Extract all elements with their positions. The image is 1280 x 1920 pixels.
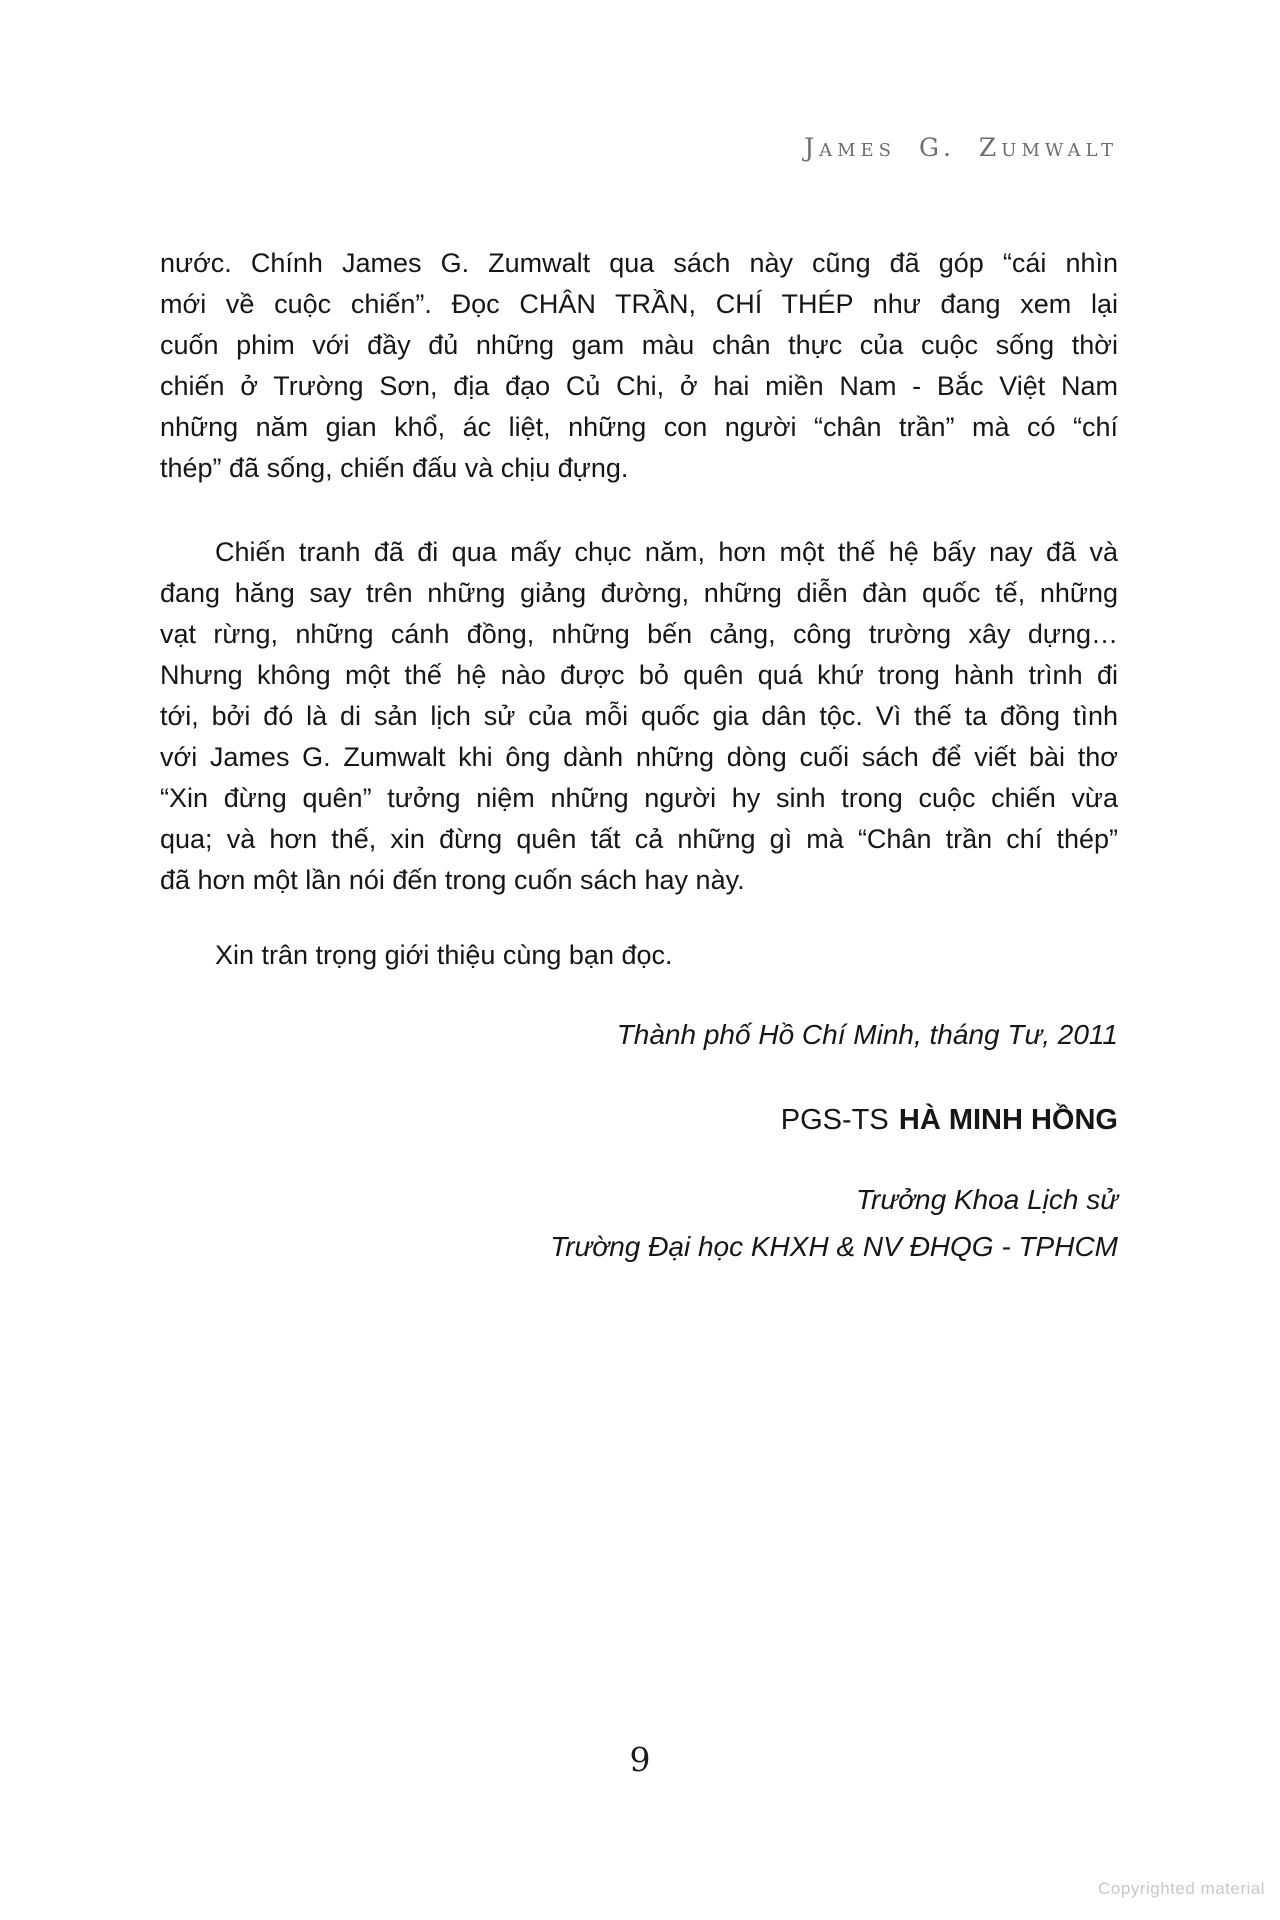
text-line: cuốn phim với đầy đủ những gam màu chân thực của cuộc sống thời: [160, 330, 1118, 360]
text-line: Xin trân trọng giới thiệu cùng bạn đọc.: [215, 940, 673, 970]
signature-name: HÀ MINH HỒNG: [898, 1104, 1118, 1136]
dateline: Thành phố Hồ Chí Minh, tháng Tư, 2011: [616, 1019, 1118, 1050]
running-header: James G. Zumwalt: [804, 133, 1118, 162]
author-role-lines: [160, 1176, 1118, 1270]
text-line: nước. Chính James G. Zumwalt qua sách này cũng đã góp “cái nhìn: [160, 248, 1118, 278]
text-line: qua; và hơn thế, xin đừng quên tất cả những gì mà “Chân trần chí thép”: [160, 824, 1118, 854]
text-line: những năm gian khổ, ác liệt, những con người “chân trần” mà có “chí: [160, 412, 1118, 442]
text-line: Chiến tranh đã đi qua mấy chục năm, hơn một thế hệ bấy nay đã và: [215, 537, 1118, 567]
text-line: mới về cuộc chiến”. Đọc CHÂN TRẦN, CHÍ THÉP như đang xem lại: [160, 289, 1118, 319]
closing-paragraph: [160, 935, 1118, 976]
text-line: tới, bởi đó là di sản lịch sử của mỗi quốc gia dân tộc. Vì thế ta đồng tình: [160, 701, 1118, 731]
text-line: với James G. Zumwalt khi ông dành những dòng cuối sách để viết bài thơ: [160, 742, 1118, 772]
body-paragraph: [160, 532, 1118, 901]
text-line: Nhưng không một thế hệ nào được bỏ quên quá khứ trong hành trình đi: [160, 660, 1118, 690]
intro-paragraph: [160, 243, 1118, 489]
text-line: “Xin đừng quên” tưởng niệm những người hy sinh trong cuộc chiến vừa: [160, 783, 1118, 813]
text-line: đang hăng say trên những giảng đường, những diễn đàn quốc tế, những: [160, 578, 1118, 608]
text-line: Trường Đại học KHXH & NV ĐHQG - TPHCM: [550, 1231, 1118, 1262]
copyright-watermark: Copyrighted material: [1098, 1879, 1265, 1898]
page-number: 9: [629, 1740, 651, 1779]
signature-line: [160, 1104, 1118, 1137]
text-line: vạt rừng, những cánh đồng, những bến cảng, công trường xây dựng…: [160, 619, 1118, 649]
text-line: Trưởng Khoa Lịch sử: [855, 1184, 1118, 1215]
signature-title: PGS-TS: [780, 1104, 889, 1136]
text-line: thép” đã sống, chiến đấu và chịu đựng.: [160, 453, 629, 483]
text-line: đã hơn một lần nói đến trong cuốn sách hay này.: [160, 865, 745, 895]
text-line: chiến ở Trường Sơn, địa đạo Củ Chi, ở hai miền Nam - Bắc Việt Nam: [160, 371, 1118, 401]
